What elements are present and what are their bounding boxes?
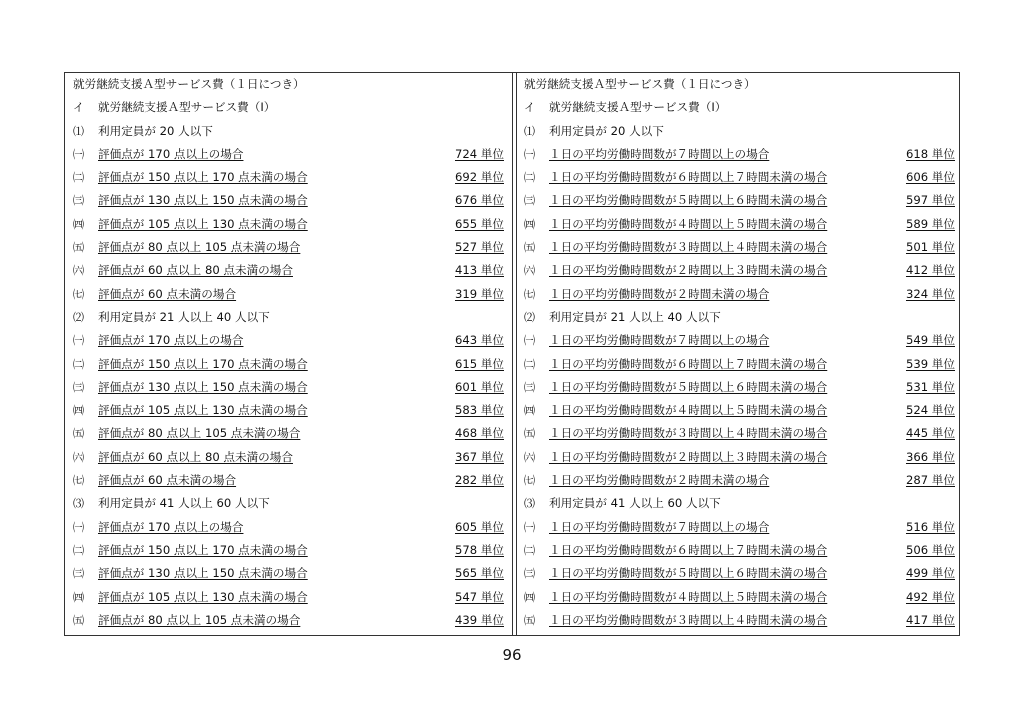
table-row: [516, 516, 961, 539]
item-label: 評価点が 60 点未満の場合: [98, 473, 237, 488]
section-heading: 就労継続支援Ａ型サービス費（１日につき）: [524, 77, 756, 91]
item-marker: ㈣: [524, 590, 535, 604]
table-row: [65, 492, 510, 515]
table-row: [516, 213, 961, 236]
unit-value: 531 単位: [905, 379, 955, 394]
table-row: [65, 586, 510, 609]
table-row: [516, 259, 961, 282]
unit-value: 601 単位: [454, 379, 504, 394]
item-marker: ㈠: [73, 520, 84, 534]
item-marker: ㈢: [73, 194, 84, 208]
table-row: [65, 306, 510, 329]
table-row: [516, 73, 961, 96]
unit-value: 506 単位: [905, 542, 955, 557]
item-marker: イ: [524, 101, 535, 115]
item-label: 評価点が 60 点未満の場合: [98, 286, 237, 301]
unit-value: 692 単位: [454, 170, 504, 185]
table-row: [65, 376, 510, 399]
table-row: [65, 166, 510, 189]
item-marker: ㈢: [524, 194, 535, 208]
item-marker: ㈥: [524, 450, 535, 464]
item-label: １日の平均労働時間数が５時間以上６時間未満の場合: [549, 193, 828, 208]
item-label: 評価点が 170 点以上の場合: [98, 519, 244, 534]
table-row: [516, 399, 961, 422]
table-row: [65, 353, 510, 376]
unit-value: 547 単位: [454, 589, 504, 604]
item-label: １日の平均労働時間数が７時間以上の場合: [549, 146, 770, 161]
item-marker: ㈤: [73, 241, 84, 255]
item-label: １日の平均労働時間数が６時間以上７時間未満の場合: [549, 170, 828, 185]
item-marker: ㈠: [524, 334, 535, 348]
table-row: [65, 562, 510, 585]
table-row: [516, 422, 961, 445]
unit-value: 366 単位: [905, 449, 955, 464]
table-row: [516, 189, 961, 212]
unit-value: 524 単位: [905, 403, 955, 418]
unit-value: 412 単位: [905, 263, 955, 278]
item-marker: ㈡: [73, 543, 84, 557]
table-row: [65, 259, 510, 282]
comparison-table: [64, 72, 960, 636]
table-row: [516, 446, 961, 469]
item-label: １日の平均労働時間数が３時間以上４時間未満の場合: [549, 612, 828, 627]
item-marker: ㈤: [524, 613, 535, 627]
table-row: [516, 306, 961, 329]
unit-value: 724 単位: [454, 146, 504, 161]
table-row: [65, 329, 510, 352]
item-marker: ㈥: [73, 450, 84, 464]
table-row: [65, 236, 510, 259]
item-marker: ㈤: [524, 241, 535, 255]
table-row: [65, 422, 510, 445]
unit-value: 445 単位: [905, 426, 955, 441]
item-label: 評価点が 105 点以上 130 点未満の場合: [98, 403, 308, 418]
item-marker: ㈦: [73, 287, 84, 301]
section-heading: 就労継続支援Ａ型サービス費（１日につき）: [73, 77, 305, 91]
item-label: １日の平均労働時間数が２時間以上３時間未満の場合: [549, 263, 828, 278]
unit-value: 597 単位: [905, 193, 955, 208]
item-marker: ⑶: [524, 497, 535, 511]
table-row: [516, 120, 961, 143]
item-marker: ㈣: [524, 217, 535, 231]
section-heading: 利用定員が 21 人以上 40 人以下: [98, 309, 270, 324]
table-row: [516, 609, 961, 632]
table-row: [516, 492, 961, 515]
item-label: １日の平均労働時間数が６時間以上７時間未満の場合: [549, 356, 828, 371]
item-marker: ㈠: [73, 334, 84, 348]
table-row: [516, 236, 961, 259]
table-row: [65, 143, 510, 166]
table-row: [65, 73, 510, 96]
table-row: [516, 353, 961, 376]
item-marker: ㈤: [73, 427, 84, 441]
item-label: １日の平均労働時間数が５時間以上６時間未満の場合: [549, 566, 828, 581]
unit-value: 499 単位: [905, 566, 955, 581]
section-heading: 利用定員が 41 人以上 60 人以下: [98, 496, 270, 511]
right-column: [516, 73, 961, 632]
table-row: [65, 469, 510, 492]
item-label: 評価点が 130 点以上 150 点未満の場合: [98, 193, 308, 208]
item-marker: ㈡: [524, 171, 535, 185]
item-marker: ⑴: [524, 124, 535, 138]
unit-value: 439 単位: [454, 612, 504, 627]
item-marker: ㈣: [524, 404, 535, 418]
item-label: 評価点が 170 点以上の場合: [98, 333, 244, 348]
item-marker: ㈢: [73, 380, 84, 394]
item-label: 評価点が 60 点以上 80 点未満の場合: [98, 449, 293, 464]
item-label: １日の平均労働時間数が７時間以上の場合: [549, 333, 770, 348]
item-marker: ㈡: [73, 171, 84, 185]
page-number: 96: [502, 646, 522, 664]
item-label: １日の平均労働時間数が４時間以上５時間未満の場合: [549, 216, 828, 231]
item-label: １日の平均労働時間数が４時間以上５時間未満の場合: [549, 589, 828, 604]
item-label: １日の平均労働時間数が７時間以上の場合: [549, 519, 770, 534]
unit-value: 583 単位: [454, 403, 504, 418]
item-label: 評価点が 105 点以上 130 点未満の場合: [98, 589, 308, 604]
item-label: 評価点が 150 点以上 170 点未満の場合: [98, 542, 308, 557]
unit-value: 417 単位: [905, 612, 955, 627]
item-label: １日の平均労働時間数が２時間未満の場合: [549, 473, 770, 488]
item-marker: ㈥: [73, 264, 84, 278]
item-label: 評価点が 60 点以上 80 点未満の場合: [98, 263, 293, 278]
item-marker: ⑴: [73, 124, 84, 138]
table-row: [65, 189, 510, 212]
item-label: 評価点が 170 点以上の場合: [98, 146, 244, 161]
item-marker: ㈢: [524, 567, 535, 581]
unit-value: 319 単位: [454, 286, 504, 301]
table-row: [516, 96, 961, 119]
section-heading: 就労継続支援Ａ型サービス費（Ⅰ）: [98, 100, 276, 115]
item-marker: ㈠: [524, 520, 535, 534]
section-heading: 就労継続支援Ａ型サービス費（Ⅰ）: [549, 100, 727, 115]
item-marker: ㈣: [73, 217, 84, 231]
item-marker: ㈤: [524, 427, 535, 441]
unit-value: 615 単位: [454, 356, 504, 371]
item-label: 評価点が 80 点以上 105 点未満の場合: [98, 612, 301, 627]
item-label: １日の平均労働時間数が３時間以上４時間未満の場合: [549, 426, 828, 441]
unit-value: 589 単位: [905, 216, 955, 231]
item-label: 評価点が 130 点以上 150 点未満の場合: [98, 566, 308, 581]
item-label: 評価点が 80 点以上 105 点未満の場合: [98, 240, 301, 255]
table-row: [516, 166, 961, 189]
item-marker: ㈠: [524, 147, 535, 161]
section-heading: 利用定員が 20 人以下: [549, 123, 664, 138]
item-marker: ㈡: [524, 543, 535, 557]
item-marker: ㈦: [524, 287, 535, 301]
item-label: 評価点が 150 点以上 170 点未満の場合: [98, 170, 308, 185]
item-label: １日の平均労働時間数が４時間以上５時間未満の場合: [549, 403, 828, 418]
item-label: 評価点が 80 点以上 105 点未満の場合: [98, 426, 301, 441]
table-row: [65, 516, 510, 539]
item-marker: ㈦: [73, 474, 84, 488]
item-label: 評価点が 105 点以上 130 点未満の場合: [98, 216, 308, 231]
table-row: [65, 539, 510, 562]
item-marker: ⑵: [73, 310, 84, 324]
unit-value: 501 単位: [905, 240, 955, 255]
item-label: １日の平均労働時間数が２時間以上３時間未満の場合: [549, 449, 828, 464]
unit-value: 578 単位: [454, 542, 504, 557]
item-label: １日の平均労働時間数が６時間以上７時間未満の場合: [549, 542, 828, 557]
item-label: １日の平均労働時間数が３時間以上４時間未満の場合: [549, 240, 828, 255]
table-row: [65, 213, 510, 236]
table-row: [516, 283, 961, 306]
unit-value: 492 単位: [905, 589, 955, 604]
item-marker: ㈥: [524, 264, 535, 278]
unit-value: 549 単位: [905, 333, 955, 348]
table-row: [65, 120, 510, 143]
table-row: [516, 562, 961, 585]
table-row: [65, 609, 510, 632]
unit-value: 618 単位: [905, 146, 955, 161]
unit-value: 605 単位: [454, 519, 504, 534]
item-marker: ㈡: [73, 357, 84, 371]
item-label: 評価点が 150 点以上 170 点未満の場合: [98, 356, 308, 371]
item-marker: ㈠: [73, 147, 84, 161]
item-marker: イ: [73, 101, 84, 115]
table-row: [516, 539, 961, 562]
table-row: [65, 399, 510, 422]
unit-value: 655 単位: [454, 216, 504, 231]
table-row: [516, 143, 961, 166]
unit-value: 643 単位: [454, 333, 504, 348]
unit-value: 539 単位: [905, 356, 955, 371]
item-marker: ⑶: [73, 497, 84, 511]
left-column: [65, 73, 510, 632]
item-marker: ㈢: [524, 380, 535, 394]
unit-value: 324 単位: [905, 286, 955, 301]
unit-value: 468 単位: [454, 426, 504, 441]
item-label: １日の平均労働時間数が２時間未満の場合: [549, 286, 770, 301]
unit-value: 413 単位: [454, 263, 504, 278]
item-label: 評価点が 130 点以上 150 点未満の場合: [98, 379, 308, 394]
unit-value: 367 単位: [454, 449, 504, 464]
table-row: [516, 376, 961, 399]
item-marker: ㈤: [73, 613, 84, 627]
table-row: [516, 329, 961, 352]
section-heading: 利用定員が 21 人以上 40 人以下: [549, 309, 721, 324]
item-marker: ㈡: [524, 357, 535, 371]
unit-value: 282 単位: [454, 473, 504, 488]
item-marker: ㈦: [524, 474, 535, 488]
table-row: [65, 283, 510, 306]
table-row: [65, 446, 510, 469]
item-marker: ㈣: [73, 590, 84, 604]
table-row: [65, 96, 510, 119]
section-heading: 利用定員が 20 人以下: [98, 123, 213, 138]
unit-value: 676 単位: [454, 193, 504, 208]
unit-value: 527 単位: [454, 240, 504, 255]
item-marker: ㈣: [73, 404, 84, 418]
unit-value: 606 単位: [905, 170, 955, 185]
item-marker: ⑵: [524, 310, 535, 324]
table-row: [516, 586, 961, 609]
item-label: １日の平均労働時間数が５時間以上６時間未満の場合: [549, 379, 828, 394]
unit-value: 287 単位: [905, 473, 955, 488]
item-marker: ㈢: [73, 567, 84, 581]
unit-value: 565 単位: [454, 566, 504, 581]
unit-value: 516 単位: [905, 519, 955, 534]
section-heading: 利用定員が 41 人以上 60 人以下: [549, 496, 721, 511]
table-row: [516, 469, 961, 492]
